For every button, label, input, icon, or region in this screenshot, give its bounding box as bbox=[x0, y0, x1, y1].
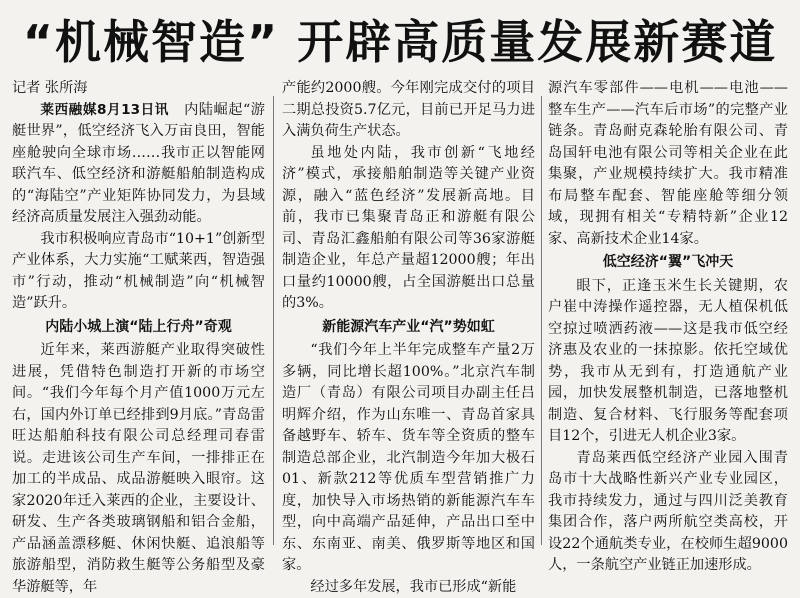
article-column-2 bbox=[282, 78, 535, 545]
paragraph-text: 内陆崛起“游艇世界”，低空经济飞入万亩良田，智能座舱驶向全球市场……我市正以智能网联汽车、低空经济和游艇船舶制造构成的“海陆空”产业矩阵协同发力，为县域经济高质量发展注入强劲动能。 bbox=[12, 102, 265, 226]
lead-paragraph bbox=[12, 100, 265, 229]
article-column-1 bbox=[12, 78, 265, 545]
subheading-yacht: 内陆小城上演“陆上行舟”奇观 bbox=[12, 317, 265, 339]
paragraph: “我们今年上半年完成整车产量2万多辆，同比增长超100%。”北京汽车制造厂（青岛）有限公司项目办副主任吕明辉介绍，作为山东唯一、青岛首家具备越野车、轿车、货车等全资质的整车制造总部企业，北汽制造今年加大极石01、新款212等优质车型营销推广力度，加快导入市场热销的新能源汽车车型，向中高端产品延伸，产品出口至中东、东南亚、南美、俄罗斯等地区和国家。 bbox=[282, 340, 535, 577]
paragraph: 我市积极响应青岛市“10+1”创新型产业体系，大力实施“工赋莱西，智造强市”行动，推动“机械制造”向“机械智造”跃升。 bbox=[12, 229, 265, 315]
subheading-low-altitude: 低空经济“翼”飞冲天 bbox=[548, 252, 788, 274]
paragraph: 近年来，莱西游艇产业取得突破性进展，凭借特色制造打开新的市场空间。“我们今年每个月产值1000万元左右，国内外订单已经排到9月底。”青岛雷旺达船舶科技有限公司总经理司春雷说。走进该公司生产车间，一排排正在加工的半成品、成品游艇映入眼帘。这家2020年迁入莱西的企业，主要设计、研发、生产各类玻璃钢船和铝合金船，产品涵盖漂移艇、休闲快艇、追浪船等旅游船型，消防救生艇等公务船型及豪华游艇等，年 bbox=[12, 340, 265, 598]
byline: 记者 张所海 bbox=[12, 78, 265, 100]
column-rule bbox=[541, 96, 542, 545]
paragraph: 源汽车零部件——电机——电池——整车生产——汽车后市场”的完整产业链条。青岛耐克森轮胎有限公司、青岛国轩电池有限公司等相关企业在此集聚，产业规模持续扩大。我市精准布局整车配套、智能座舱等细分领域，现拥有相关“专精特新”企业12家、高新技术企业14家。 bbox=[548, 78, 788, 250]
paragraph: 青岛莱西低空经济产业园入围青岛市十大战略性新兴产业专业园区，我市持续发力，通过与四川泛美教育集团合作，落户两所航空类高校，开设22个通航类专业，在校师生超9000人，一条航空产业链正加速形成。 bbox=[548, 448, 788, 577]
headline: “机械智造” 开辟高质量发展新赛道 bbox=[0, 0, 800, 78]
article-column-3 bbox=[548, 78, 788, 545]
paragraph: 虽地处内陆，我市创新“飞地经济”模式，承接船舶制造等关键产业资源，融入“蓝色经济”发展新高地。目前，我市已集聚青岛正和游艇有限公司、青岛汇鑫船舶有限公司等36家游艇制造企业，年总产量超12000艘；年出口量约10000艘，占全国游艇出口总量的3%。 bbox=[282, 143, 535, 315]
paragraph: 经过多年发展，我市已形成“新能 bbox=[282, 577, 535, 598]
paragraph: 眼下，正逢玉米生长关键期，农户崔中涛操作遥控器，无人植保机低空掠过喷洒药液——这是我市低空经济惠及农业的一抹掠影。依托空域优势，我市从无到有，打造通航产业园，加快发展整机制造，已落地整机制造、复合材料、飞行服务等配套项目12个，引进无人机企业3家。 bbox=[548, 276, 788, 448]
column-rule bbox=[273, 96, 274, 545]
subheading-new-energy: 新能源汽车产业“汽”势如虹 bbox=[282, 317, 535, 339]
dateline: 莱西融媒8月13日讯 bbox=[40, 102, 168, 118]
paragraph: 产能约2000艘。今年刚完成交付的项目二期总投资5.7亿元，目前已开足马力进入满负荷生产状态。 bbox=[282, 78, 535, 143]
